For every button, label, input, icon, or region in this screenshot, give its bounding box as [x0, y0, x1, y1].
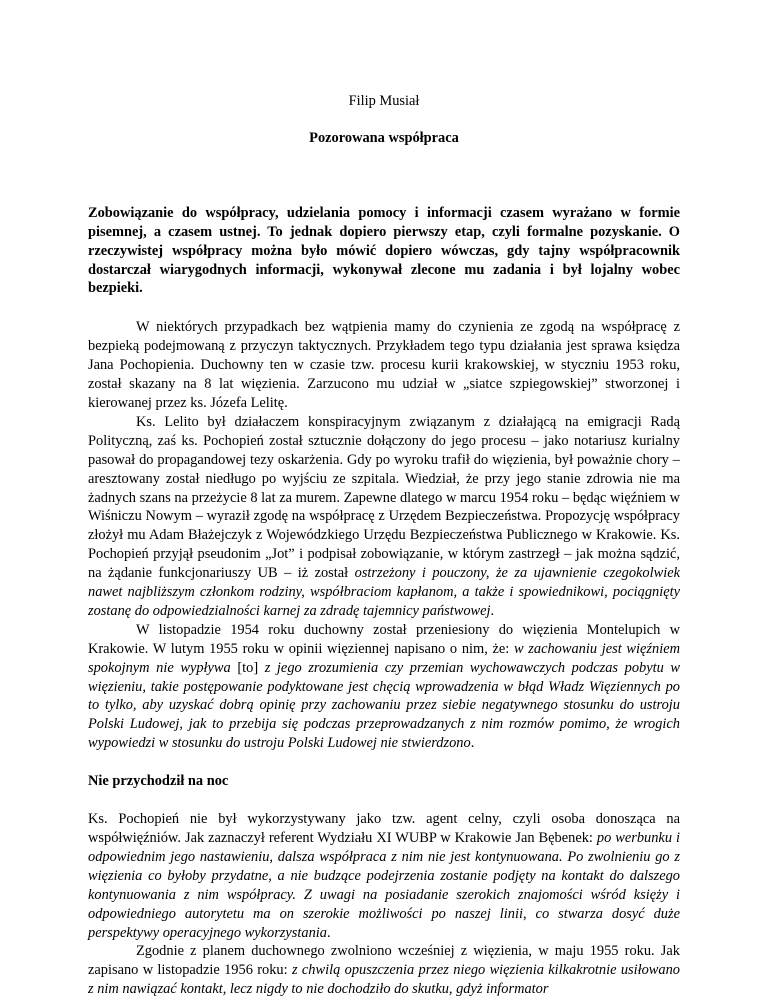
paragraph-text: W listopadzie 1954 roku duchowny został przeniesiony do więzienia Montelupich w Krakowie. W lutym 1955 roku w opinii więziennej napisano o nim, że:	[88, 621, 680, 657]
quote-text: z chwilą opuszczenia przez niego więzienia kilkakrotnie usiłowano z nim nawiązać kontakt, lecz nigdy to nie dochodziło do skutku, gdyż informator	[88, 962, 680, 998]
editor-insertion: [to]	[237, 659, 259, 676]
paragraph-text: Zgodnie z planem duchownego zwolniono wcześniej z więzienia, w maju 1955 roku. Jak zapisano w listopadzie 1956 roku:	[88, 943, 680, 979]
paragraph-text: Ks. Pochopień nie był wykorzystywany jako tzw. agent celny, czyli osoba donosząca na współwięźniów. Jak zaznaczył referent Wydziału XI WUBP w Krakowie Jan Bębenek:	[88, 811, 680, 846]
article-title: Pozorowana współpraca	[309, 129, 459, 146]
quote-text: z jego zrozumienia czy przemian wychowawczych podczas pobytu w więzieniu, takie postępowanie podyktowane jest chęcią wprowadzenia w błąd Władz Więziennych po to tylko, aby uzyskać dobrą opinię przy zachowaniu przez siebie negatywnego stosunku do ustroju Polski Ludowej, jak to przebija się podczas przeprowadzanych z nim rozmów pomimo, że wrogich wypowiedzi w stosunku do ustroju Polski Ludowej nie stwierdzono	[88, 659, 681, 752]
body-paragraph-4	[88, 810, 680, 942]
paragraph-text: .	[470, 735, 475, 752]
paragraph-text: .	[326, 924, 331, 941]
lead-paragraph: Zobowiązanie do współpracy, udzielania pomocy i informacji czasem wyrażano w formie pisemnej, a czasem ustnej. To jednak dopiero pierwszy etap, czyli formalne pozyskanie. O rzeczywistej współpracy można było mówić dopiero wówczas, gdy tajny współpracownik dostarczał wiarygodnych informacji, wykonywał zlecone mu zadania i był lojalny wobec bezpieki.	[88, 204, 680, 297]
section-heading: Nie przychodził na noc	[88, 773, 229, 790]
quote-text: w zachowaniu jest więźniem spokojnym nie wypływa	[88, 640, 680, 676]
quote-text: ostrzeżony i pouczony, że za ujawnienie czegokolwiek nawet najbliższym członkom rodziny, współbraciom kapłanom, a także i spowiednikowi, pociągnięty zostanę do odpowiedzialności karnej za zdradę tajemnicy państwowej	[88, 565, 680, 619]
quote-text: po werbunku i odpowiednim jego nastawieniu, dalsza współpraca z nim nie jest kontynuowana. Po zwolnieniu go z więzienia co byłoby przydatne, a nie budzące podejrzenia zostanie podjęty na kontakt do dalszego kontynuowania z nim współpracy. Z uwagi na posiadanie szerokich znajomości wśród księży i odpowiedniego autorytetu ma on szerokie możliwości po naszej linii, co stwarza dosyć duże perspektywy operacyjnego wykorzystania	[88, 830, 681, 941]
author-name: Filip Musiał	[348, 93, 420, 109]
body-paragraph-3	[88, 621, 680, 753]
body-paragraph-1: W niektórych przypadkach bez wątpienia mamy do czynienia ze zgodą na współpracę z bezpieką podejmowaną z przyczyn taktycznych. Przykładem tego typu działania jest sprawa księdza Jana Pochopienia. Duchowny ten w czasie tzw. procesu kurii krakowskiej, w styczniu 1953 roku, został skazany na 8 lat więzienia. Zarzucono mu udział w „siatce szpiegowskiej” stworzonej i kierowanej przez ks. Józefa Lelitę.	[88, 319, 680, 411]
document-page	[88, 92, 680, 999]
paragraph-text: Ks. Lelito był działaczem konspiracyjnym związanym z działającą na emigracji Radą Polityczną, zaś ks. Pochopień został sztucznie dołączony do jego procesu – jako notariusz kurialny pasował do propagandowej tezy oskarżenia. Gdy po wyroku trafił do więzienia, był poważnie chory – aresztowany został niedługo po wyjściu ze szpitala. Wiedział, że przy jego stanie zdrowia nie ma żadnych szans na przeżycie 8 lat za murem. Zapewne dlatego w marcu 1954 roku – będąc więźniem w Wiśniczu Nowym – wyraził zgodę na współpracę z Urzędem Bezpieczeństwa. Propozycję współpracy złożył mu Adam Błażejczyk z Wojewódzkiego Urzędu Bezpieczeństwa Publicznego w Krakowie. Ks. Pochopień przyjął pseudonim „Jot” i podpisał zobowiązanie, w którym zastrzegł – jak można sądzić, na żądanie funkcjonariuszy UB – iż został	[88, 413, 680, 582]
paragraph-text: .	[490, 602, 495, 619]
body-paragraph-5	[88, 942, 680, 999]
body-paragraph-2	[88, 413, 680, 621]
